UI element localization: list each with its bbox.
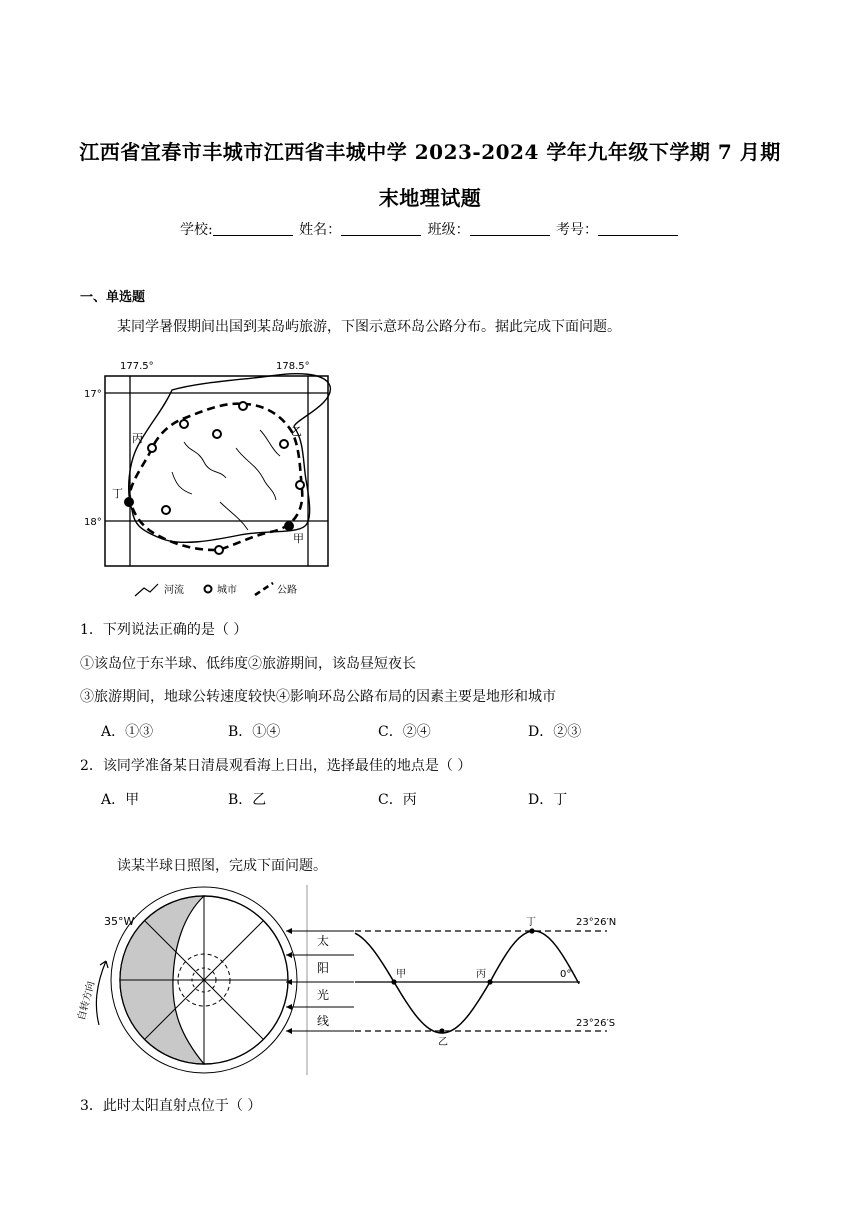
river [172, 472, 192, 494]
place-label-ding: 丁 [112, 487, 123, 500]
legend-road-icon [255, 583, 273, 595]
river [260, 430, 280, 456]
legend-road-label: 公路 [277, 585, 297, 596]
island-road-map [80, 352, 350, 602]
point-yi [439, 1028, 444, 1033]
section-heading: 一、单选题 [80, 290, 146, 305]
city-marker [239, 402, 247, 410]
lat-label-17: 17° [84, 389, 102, 400]
q2-option-b[interactable]: B．乙 [228, 792, 267, 808]
section2-intro: 读某半球日照图，完成下面问题。 [117, 858, 327, 874]
q1-option-c[interactable]: C．②④ [378, 724, 431, 740]
point-jia [391, 979, 396, 984]
city-marker-yi [280, 440, 288, 448]
city-marker [215, 546, 223, 554]
ring-road [130, 404, 303, 550]
sunlight-arrowhead-icon [286, 1004, 292, 1010]
label-jia: 甲 [396, 969, 406, 980]
question-3-stem: 3．此时太阳直射点位于（ ） [80, 1098, 262, 1114]
name-label: 姓名： [299, 222, 342, 238]
q2-option-c[interactable]: C．丙 [378, 792, 417, 808]
lat-label-equator: 0° [560, 969, 572, 980]
label-bing: 丙 [476, 969, 486, 980]
label-ding: 丁 [526, 917, 536, 928]
lat-label-south: 23°26′S [576, 1018, 616, 1029]
river [220, 502, 248, 530]
river [236, 448, 276, 500]
place-label-yi: 乙 [291, 425, 302, 438]
section1-intro: 某同学暑假期间出国到某岛屿旅游，下图示意环岛公路分布。据此完成下面问题。 [117, 319, 621, 335]
rotation-arrow [96, 961, 106, 1025]
exam-number-label: 考号： [556, 222, 599, 238]
sunlight-arrowhead-icon [286, 952, 292, 958]
city-marker [162, 506, 170, 514]
sunlight-char-1: 太 [317, 934, 330, 948]
legend-city-icon [205, 586, 212, 593]
class-label: 班级： [427, 222, 470, 238]
q2-option-a[interactable]: A．甲 [101, 792, 140, 808]
lat-label-18: 18° [84, 517, 102, 528]
q1-option-b[interactable]: B．①④ [228, 724, 281, 740]
sunlight-arrowhead-icon [286, 928, 292, 934]
exam-number-blank[interactable] [598, 221, 678, 236]
rotation-label: 自转方向 [76, 980, 98, 1022]
city-marker [213, 430, 221, 438]
name-blank[interactable] [341, 221, 421, 236]
school-blank[interactable] [213, 221, 293, 236]
page-title-line1: 江西省宜春市丰城市江西省丰城中学 2023-2024 学年九年级下学期 7 月期 [79, 140, 781, 164]
lon-label-178-5: 178.5° [276, 361, 310, 372]
sunlight-char-4: 线 [317, 1014, 330, 1028]
point-ding [529, 928, 534, 933]
q2-option-d[interactable]: D．丁 [528, 792, 568, 808]
point-bing [487, 979, 492, 984]
lon-label-35w: 35°W [104, 915, 135, 928]
place-label-jia: 甲 [293, 532, 304, 545]
river [184, 442, 226, 478]
q1-option-a[interactable]: A．①③ [101, 724, 154, 740]
sunlight-arrowhead-icon [286, 1028, 292, 1034]
sunlight-char-2: 阳 [317, 961, 330, 975]
place-label-bing: 丙 [132, 432, 143, 445]
label-yi: 乙 [438, 1037, 448, 1048]
q1-option-d[interactable]: D．②③ [528, 724, 582, 740]
sunlight-char-3: 光 [317, 988, 330, 1002]
city-marker [180, 420, 188, 428]
city-marker-jia [285, 522, 293, 530]
lon-label-177-5: 177.5° [120, 361, 154, 372]
student-info-line [0, 219, 860, 239]
school-label: 学校: [179, 222, 213, 238]
island-coastline [129, 374, 331, 543]
legend-city-label: 城市 [217, 585, 237, 596]
class-blank[interactable] [470, 221, 550, 236]
legend-river-icon [135, 584, 158, 596]
city-marker [296, 481, 304, 489]
city-marker-ding [125, 498, 133, 506]
city-marker-bing [148, 444, 156, 452]
question-1-statements-a: ①该岛位于东半球、低纬度②旅游期间，该岛昼短夜长 [80, 656, 416, 672]
question-1-statements-b: ③旅游期间，地球公转速度较快④影响环岛公路布局的因素主要是地形和城市 [80, 689, 556, 705]
lat-label-north: 23°26′N [576, 917, 617, 928]
question-2-stem: 2．该同学准备某日清晨观看海上日出，选择最佳的地点是（ ） [80, 758, 472, 774]
page-title-line2: 末地理试题 [378, 186, 482, 210]
legend-river-label: 河流 [164, 585, 184, 596]
sunlight-diagram [72, 885, 632, 1080]
question-1-stem: 1．下列说法正确的是（ ） [80, 622, 248, 638]
